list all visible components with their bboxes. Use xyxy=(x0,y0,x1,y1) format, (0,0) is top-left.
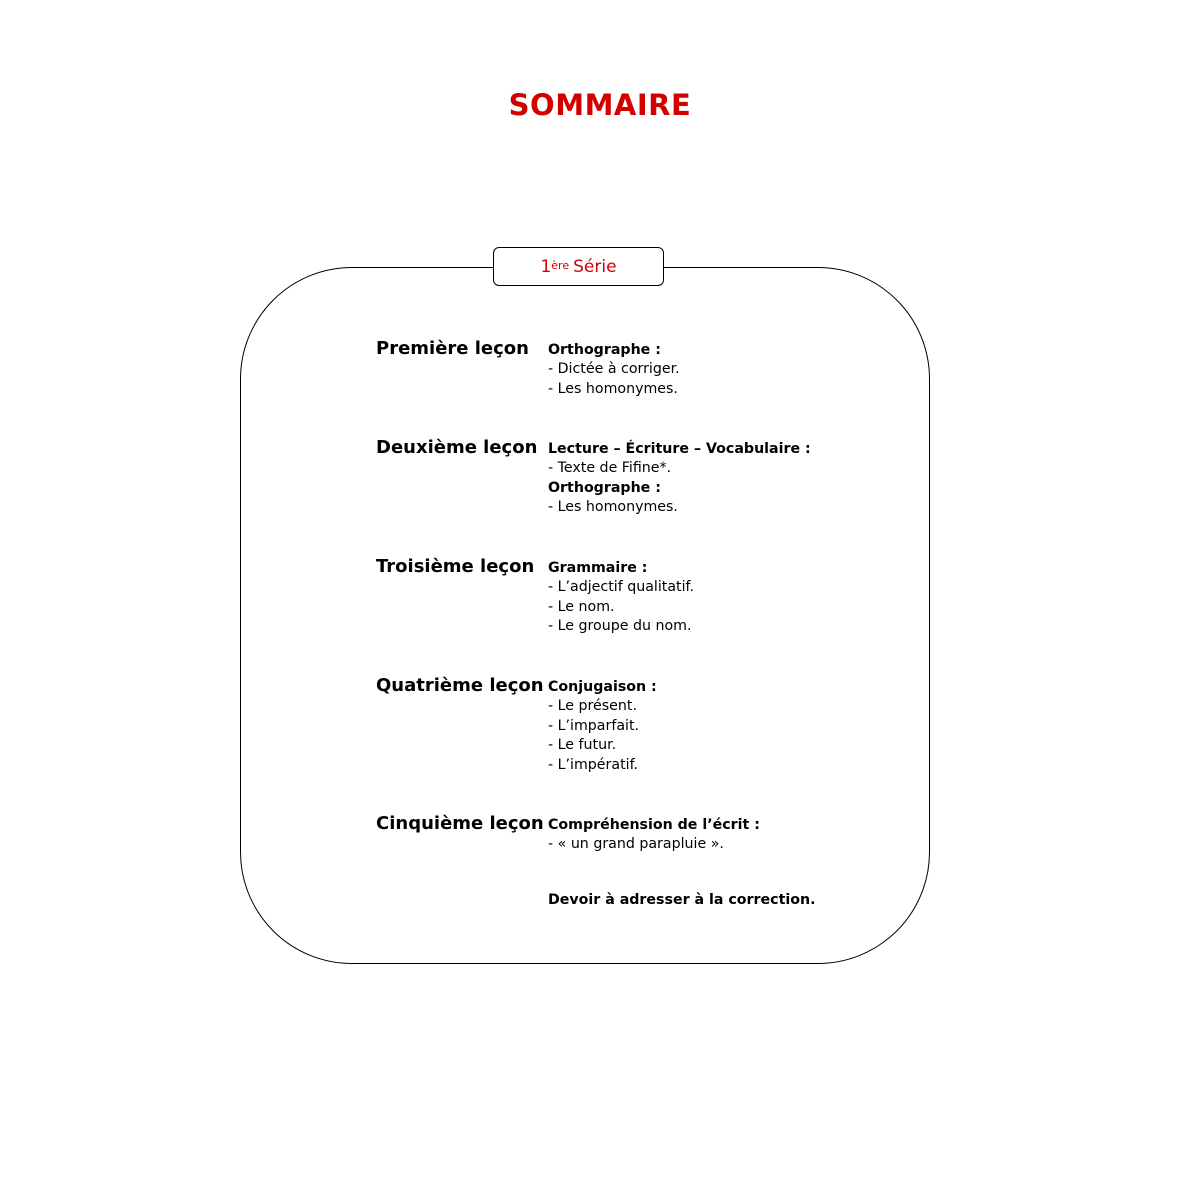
list-item: - Les homonymes. xyxy=(548,380,678,397)
list-item: - Le futur. xyxy=(548,737,617,754)
lesson-content xyxy=(548,341,680,399)
lesson-title: Deuxième leçon xyxy=(376,437,538,458)
list-item: - Le présent. xyxy=(548,698,637,715)
series-superscript: ère xyxy=(551,259,570,272)
lesson-content xyxy=(548,559,694,637)
list-item: - Dictée à corriger. xyxy=(548,361,680,378)
list-item: - Texte de Fifine*. xyxy=(548,460,672,477)
lesson-title: Quatrième leçon xyxy=(376,675,544,696)
section-heading: Lecture – Écriture – Vocabulaire : xyxy=(548,441,811,457)
lesson-title: Première leçon xyxy=(376,338,529,359)
list-item: - L’impératif. xyxy=(548,756,639,773)
lesson-title: Troisième leçon xyxy=(376,556,535,577)
list-item: - L’imparfait. xyxy=(548,717,640,734)
lesson-title: Cinquième leçon xyxy=(376,813,544,834)
list-item: - L’adjectif qualitatif. xyxy=(548,579,695,596)
series-text: Série xyxy=(573,256,617,277)
list-item: - Le nom. xyxy=(548,598,615,615)
section-heading: Compréhension de l’écrit : xyxy=(548,817,760,833)
page-title: SOMMAIRE xyxy=(508,88,692,122)
section-heading: Conjugaison : xyxy=(548,679,657,695)
series-number: 1 xyxy=(540,256,552,277)
section-heading: Orthographe : xyxy=(548,479,661,496)
section-heading: Orthographe : xyxy=(548,342,661,358)
list-item: - Le groupe du nom. xyxy=(548,618,692,635)
section-heading: Grammaire : xyxy=(548,560,648,576)
series-label xyxy=(493,247,664,286)
lesson-content xyxy=(548,440,811,518)
footer-note: Devoir à adresser à la correction. xyxy=(548,892,816,908)
lesson-content xyxy=(548,678,657,775)
list-item: - « un grand parapluie ». xyxy=(548,836,724,853)
lesson-content xyxy=(548,816,760,855)
list-item: - Les homonymes. xyxy=(548,499,678,516)
